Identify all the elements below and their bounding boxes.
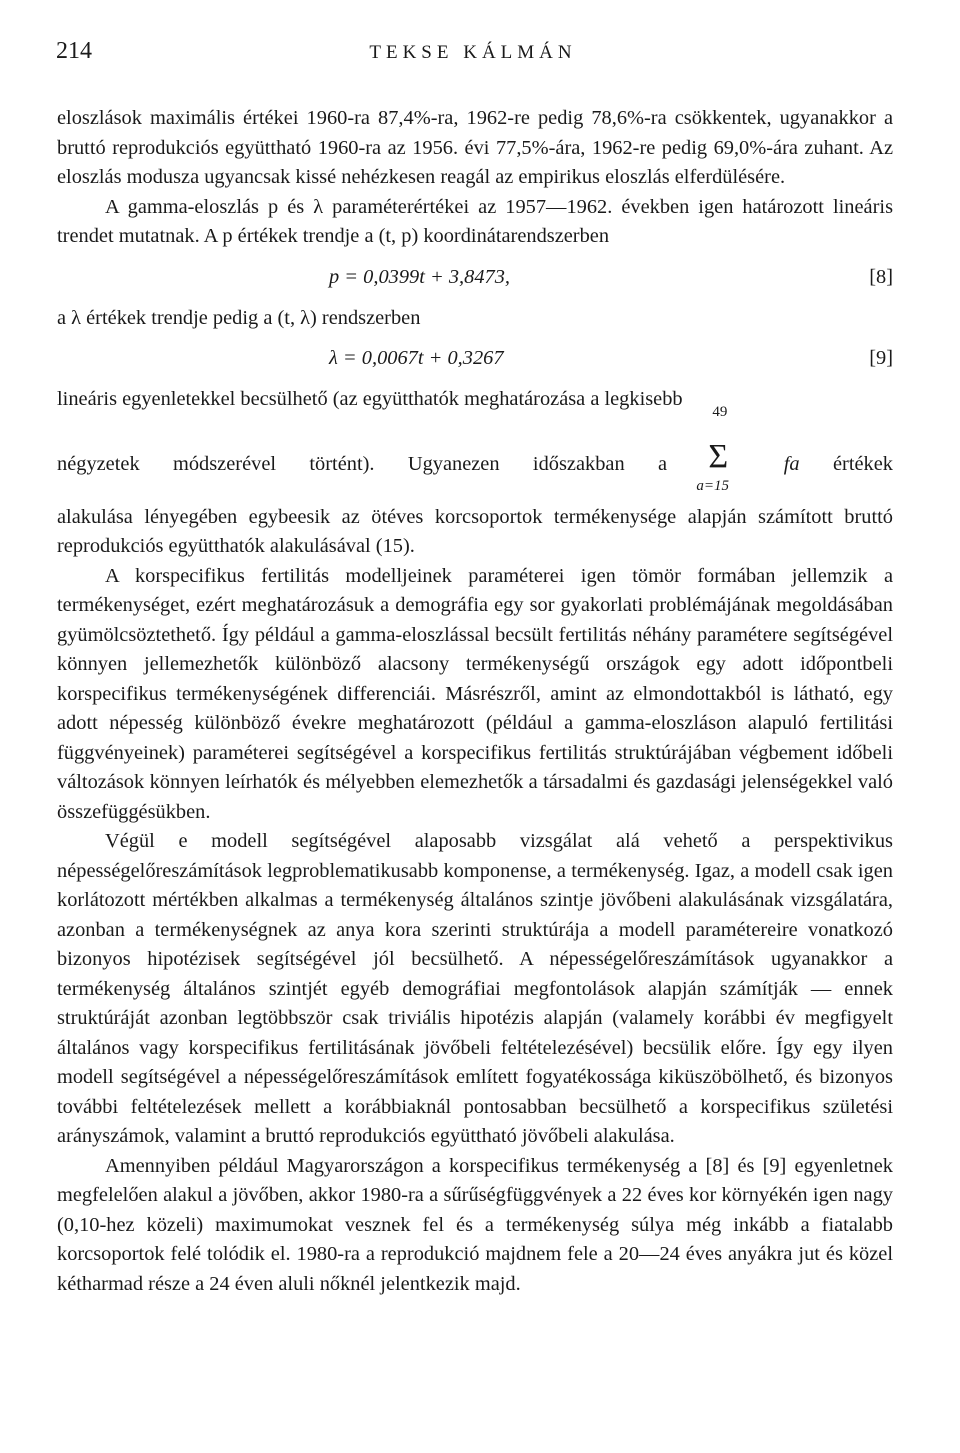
summation-upper-limit: 49 bbox=[712, 403, 728, 420]
summation-line-before: négyzetek módszerével történt). Ugyanezen időszakban a bbox=[57, 452, 668, 475]
paragraph-4-line-1: lineáris egyenletekkel becsülhető (az együtthatók meghatározása a legkisebb bbox=[57, 388, 683, 410]
paragraph-5: A korspecifikus fertilitás modelljeinek paraméterei igen tömör formában jellemzik a termékenységet, ezért meghatározásuk a demográfia egy sor gyakorlati problémájának megoldásában gyümölcsöztethető. Így például a gamma-eloszlással becsült fertilitás néhány paramétere segítségével könnyen jellemezhetők különböző alacsony termékenységű országok egy adott időpontbeli korspecifikus termékenységének differenciái. Másrészről, amint az elmondottakból is látható, egy adott népesség különböző évekre meghatározott (például a gamma-eloszláson alapuló fertilitási függvényeinek) paraméterei segítségével a korspecifikus fertilitás struktúrájában végbement időbeli változások könnyen leírhatók és mélyebben elemezhetők a társadalmi és gazdasági jelenségekkel való összefüggésükben. bbox=[57, 564, 893, 823]
paragraph-3: a λ értékek trendje pedig a (t, λ) rendszerben bbox=[57, 306, 421, 329]
paragraph-7: Amennyiben például Magyarországon a korspecifikus termékenység a [8] és [9] egyenletnek megfelelően alakul a jövőben, akkor 1980-ra a sűrűségfüggvények a 22 éves kor környékén igen nagy (0,10-hez közeli) maximumokat vesznek fel és a termékenység súlya még inkább a fiatalabb korcsoportok felé tolódik el. 1980-ra a reprodukció majdnem fele a 20—24 éves anyákra jut és közel kétharmad része a 24 éven aluli nőknél jelentkezik majd. bbox=[57, 1154, 893, 1295]
page-header bbox=[56, 38, 890, 78]
summation-expression bbox=[696, 403, 750, 494]
running-title: TEKSE KÁLMÁN bbox=[369, 42, 577, 63]
equation-9-number: [9] bbox=[869, 347, 893, 369]
paragraph-1: eloszlások maximális értékei 1960-ra 87,4%-ra, 1962-re pedig 78,6%-ra csökkentek, ugyanakkor a bruttó reprodukciós együttható 1960-ra az 1956. évi 77,5%-ára, 1962-re pedig 69,0%-ára zuhant. Az eloszlás modusza ugyancsak kissé nehézkesen reagál az empirikus eloszlás elferdülésére. bbox=[57, 107, 893, 188]
equation-8-formula: p = 0,0399t + 3,8473, bbox=[329, 265, 511, 288]
equation-8-number: [8] bbox=[869, 265, 893, 288]
summation-sign-icon: Σ bbox=[708, 437, 729, 475]
equation-8 bbox=[57, 256, 893, 298]
summation-line-after: értékek bbox=[833, 452, 893, 475]
equation-9 bbox=[57, 337, 893, 379]
summation-term: fa bbox=[783, 452, 800, 475]
summation-lower-limit: a=15 bbox=[696, 477, 730, 494]
page-number: 214 bbox=[56, 38, 92, 64]
paragraph-4-rest: alakulása lényegében egybeesik az ötéves korcsoportok termékenysége alapján számított bruttó reprodukciós együtthatók alakulásával (15). bbox=[57, 505, 893, 557]
body-text bbox=[57, 104, 893, 1299]
paragraph-6: Végül e modell segítségével alaposabb vizsgálat alá vehető a perspektivikus népességelőreszámítások legproblematikusabb komponense, a termékenység. Igaz, a modell csak igen korlátozott mértékben alkalmas a termékenység általános szintje jövőbeni alakulásának vizsgálatára, azonban a termékenységnek az anya kora szerinti struktúrája a modell paramétereire vonatkozó bizonyos hipotézisek segítségével jól becsülhető. A népességelőreszámítások ugyanakkor a termékenység általános szintjét egyéb demográfiai megfontolások alapján számítják — ennek struktúráját azonban legtöbbször csak triviális hipotézis alapján (valamely korábbi év megfigyelt általános vagy korspecifikus fertilitásának jövőbeli feltételezésével) becsülik előre. Így egy ilyen modell segítségével a népességelőreszámítások említett fogyatékossága kiküszöbölhető, és bizonyos további feltételezések mellett a korábbiaknál pontosabban becsülhető a korspecifikus születési arányszámok, valamint a bruttó reprodukciós együttható jövőbeli alakulása. bbox=[57, 830, 893, 1147]
equation-9-formula: λ = 0,0067t + 0,3267 bbox=[329, 347, 504, 369]
summation-line bbox=[57, 403, 893, 503]
paragraph-2: A gamma-eloszlás p és λ paraméterértékei az 1957—1962. években igen határozott lineáris trendet mutatnak. A p értékek trendje a (t, p) koordinátarendszerben bbox=[57, 195, 893, 247]
